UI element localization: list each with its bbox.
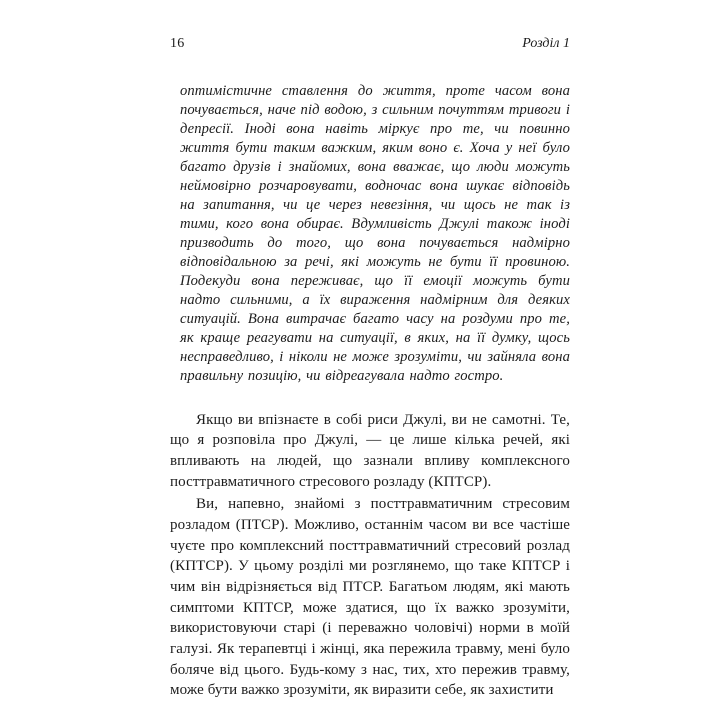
running-head bbox=[170, 36, 570, 52]
chapter-label: Розділ 1 bbox=[522, 36, 570, 51]
body-paragraph-1: Якщо ви впізнаєте в собі риси Джулі, ви не самотні. Те, що я розповіла про Джулі, — це лише кілька речей, які впливають на людей, що зазнали впливу комплексного посттравматичного стресового розладу (КПТСР). bbox=[170, 411, 570, 490]
body-paragraph-2: Ви, напевно, знайомі з посттравматичним стресовим розладом (ПТСР). Можливо, останнім часом ви все частіше чуєте про комплексний посттравматичний стресовий розлад (КПТСР). У цьому розділі ми розглянемо, що таке КПТСР і чим він відрізняється від ПТСР. Багатьом людям, які мають симптоми КПТСР, може здатися, що їх важко зрозуміти, використовуючи старі (і переважно чоловічі) норми в моїй галузі. Як терапевтці і жінці, яка пережила травму, мені було боляче від цього. Будь-кому з нас, тих, хто пережив травму, може бути важко зрозуміти, як виразити себе, як захистити bbox=[170, 496, 570, 699]
body-copy bbox=[170, 410, 570, 702]
page-number: 16 bbox=[170, 36, 185, 51]
vignette-paragraph: оптимістичне ставлення до життя, проте часом вона почувається, наче під водою, з сильним почуттям тривоги і депресії. Іноді вона навіть міркує про те, чи повинно життя бути таким важким, яким воно є. Хоча у неї було багато друзів і знайомих, вона вважає, що люди можуть неймовірно розчаровувати, водночас вона шукає відповідь на запитання, чи це через невезіння, чи щось не так із тими, кого вона обирає. Вдумливість Джулі також іноді призводить до того, що вона почувається надмірно відповідальною за речі, які можуть не бути її провиною. Подекуди вона переживає, що її емоції можуть бути надто сильними, а їх вираження надмірним для деяких ситуацій. Вона витрачає багато часу на роздуми про те, як краще реагувати на ситуації, в яких, на її думку, щось несправедливо, і ніколи не може зрозуміти, чи зайняла вона правильну позицію, чи відреагувала надто гостро. bbox=[180, 83, 570, 384]
